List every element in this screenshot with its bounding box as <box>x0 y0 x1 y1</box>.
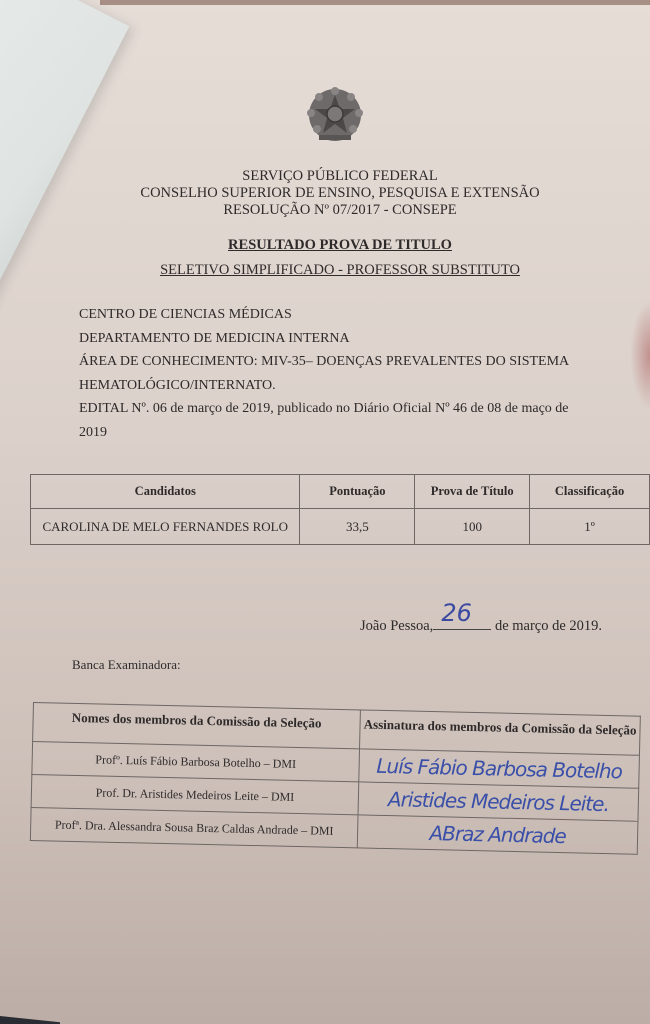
results-table-header <box>31 475 650 509</box>
column-header-member-names: Nomes dos membros da Comissão da Seleção <box>33 703 361 749</box>
city-name: João Pessoa, <box>360 618 434 634</box>
document-title: RESULTADO PROVA DE TITULO <box>228 237 452 253</box>
knowledge-area-cont: HEMATOLÓGICO/INTERNATO. <box>79 377 276 393</box>
column-header-candidates: Candidatos <box>31 475 300 509</box>
header-line-3: RESOLUÇÃO Nº 07/2017 - CONSEPE <box>223 202 457 218</box>
examining-board-label: Banca Examinadora: <box>72 657 181 672</box>
column-header-title-exam: Prova de Título <box>415 475 530 509</box>
candidate-score: 33,5 <box>300 509 415 545</box>
committee-table <box>30 702 641 855</box>
edital-info: EDITAL Nº. 06 de março de 2019, publicado no Diário Oficial Nº 46 de 08 de maço de <box>79 401 569 417</box>
info-block <box>79 303 639 445</box>
brazil-coat-of-arms-icon <box>305 85 365 145</box>
handwritten-day: 26 <box>441 599 472 627</box>
day-field <box>433 599 491 630</box>
signature-handwriting: Luís Fábio Barbosa Botelho <box>376 753 623 784</box>
date-rest: de março de 2019. <box>494 618 603 634</box>
department-name: DEPARTAMENTO DE MEDICINA INTERNA <box>79 330 350 346</box>
document-subtitle: SELETIVO SIMPLIFICADO - PROFESSOR SUBSTITUTO <box>160 262 520 278</box>
member-name: Profª. Dra. Alessandra Sousa Braz Caldas Andrade – DMI <box>30 807 358 847</box>
candidate-title-exam: 100 <box>415 509 530 545</box>
member-signature <box>357 815 638 854</box>
city-date-line <box>360 599 603 635</box>
candidate-name: CAROLINA DE MELO FERNANDES ROLO <box>31 509 300 545</box>
knowledge-area: ÁREA DE CONHECIMENTO: MIV-35– DOENÇAS PREVALENTES DO SISTEMA <box>79 354 570 370</box>
header-line-2: CONSELHO SUPERIOR DE ENSINO, PESQUISA E EXTENSÃO <box>140 185 540 201</box>
header-line-1: SERVIÇO PÚBLICO FEDERAL <box>242 168 438 184</box>
member-name: Prof. Dr. Aristides Medeiros Leite – DMI <box>31 774 359 814</box>
signature-handwriting: Aristides Medeiros Leite. <box>387 787 610 817</box>
results-table <box>30 474 650 545</box>
candidate-classification: 1º <box>530 509 650 545</box>
member-name: Profº. Luís Fábio Barbosa Botelho – DMI <box>32 742 360 782</box>
edital-info-cont: 2019 <box>79 424 107 440</box>
table-row <box>31 509 650 545</box>
column-header-signatures: Assinatura dos membros da Comissão da Seleção <box>360 710 641 755</box>
document-header <box>0 168 650 219</box>
column-header-classification: Classificação <box>530 475 650 509</box>
signature-handwriting: ABraz Andrade <box>429 821 567 849</box>
column-header-score: Pontuação <box>300 475 415 509</box>
center-name: CENTRO DE CIENCIAS MÉDICAS <box>79 307 292 322</box>
